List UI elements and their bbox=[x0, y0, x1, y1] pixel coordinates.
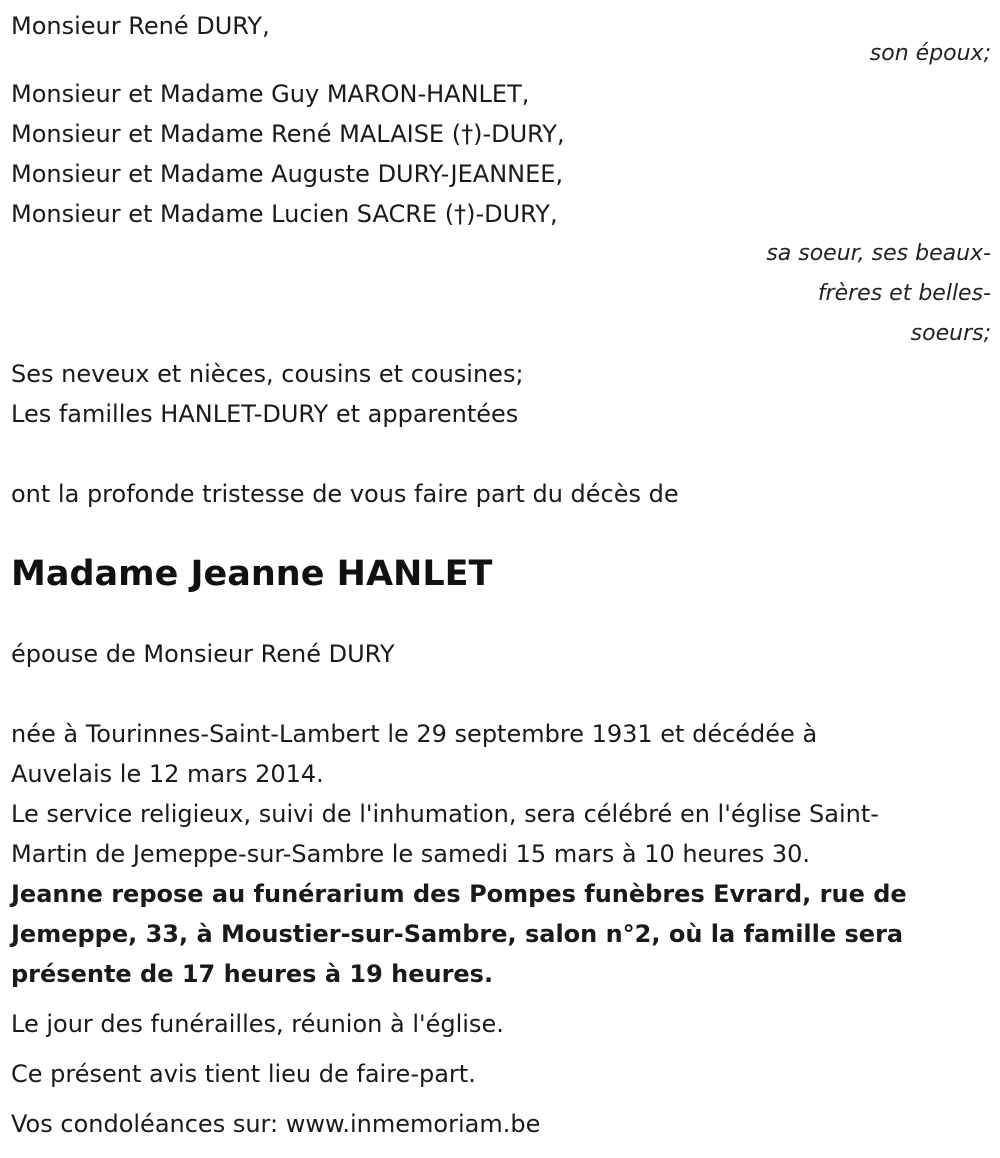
funerarium-line: Jemeppe, 33, à Moustier-sur-Sambre, salon n°2, où la famille sera bbox=[11, 920, 904, 948]
sibling-line: Monsieur et Madame René MALAISE (†)-DURY, bbox=[11, 120, 565, 148]
notice-info: Ce présent avis tient lieu de faire-part. bbox=[11, 1060, 476, 1088]
funerarium-line: présente de 17 heures à 19 heures. bbox=[11, 960, 494, 988]
sibling-line: Monsieur et Madame Guy MARON-HANLET, bbox=[11, 80, 530, 108]
siblings-block bbox=[11, 74, 991, 234]
birth-death-line: Auvelais le 12 mars 2014. bbox=[11, 760, 324, 788]
siblings-role-line: sa soeur, ses beaux- bbox=[766, 241, 991, 266]
condolences-info: Vos condoléances sur: www.inmemoriam.be bbox=[11, 1110, 541, 1138]
service-line: Martin de Jemeppe-sur-Sambre le samedi 15 mars à 10 heures 30. bbox=[11, 840, 811, 868]
meeting-info: Le jour des funérailles, réunion à l'église. bbox=[11, 1010, 504, 1038]
relatives-line: Les familles HANLET-DURY et apparentées bbox=[11, 400, 519, 428]
siblings-role-line: soeurs; bbox=[910, 321, 991, 346]
siblings-role bbox=[11, 234, 991, 354]
birth-death-line: née à Tourinnes-Saint-Lambert le 29 septembre 1931 et décédée à bbox=[11, 720, 818, 748]
other-relatives bbox=[11, 354, 991, 434]
funerarium-info bbox=[11, 874, 991, 994]
relatives-line: Ses neveux et nièces, cousins et cousines; bbox=[11, 360, 524, 388]
deceased-name: Madame Jeanne HANLET bbox=[11, 554, 493, 594]
spouse-role: son époux; bbox=[869, 41, 991, 66]
sibling-line: Monsieur et Madame Lucien SACRE (†)-DURY, bbox=[11, 200, 558, 228]
service-line: Le service religieux, suivi de l'inhumation, sera célébré en l'église Saint- bbox=[11, 800, 879, 828]
sibling-line: Monsieur et Madame Auguste DURY-JEANNEE, bbox=[11, 160, 564, 188]
spouse-of: épouse de Monsieur René DURY bbox=[11, 640, 395, 668]
funerarium-line: Jeanne repose au funérarium des Pompes funèbres Evrard, rue de bbox=[11, 880, 907, 908]
service-info bbox=[11, 794, 991, 874]
siblings-role-line: frères et belles- bbox=[817, 281, 991, 306]
obituary-document bbox=[11, 6, 991, 1144]
spouse-line: Monsieur René DURY, bbox=[11, 12, 270, 40]
announcement: ont la profonde tristesse de vous faire part du décès de bbox=[11, 480, 679, 508]
birth-death bbox=[11, 714, 991, 794]
